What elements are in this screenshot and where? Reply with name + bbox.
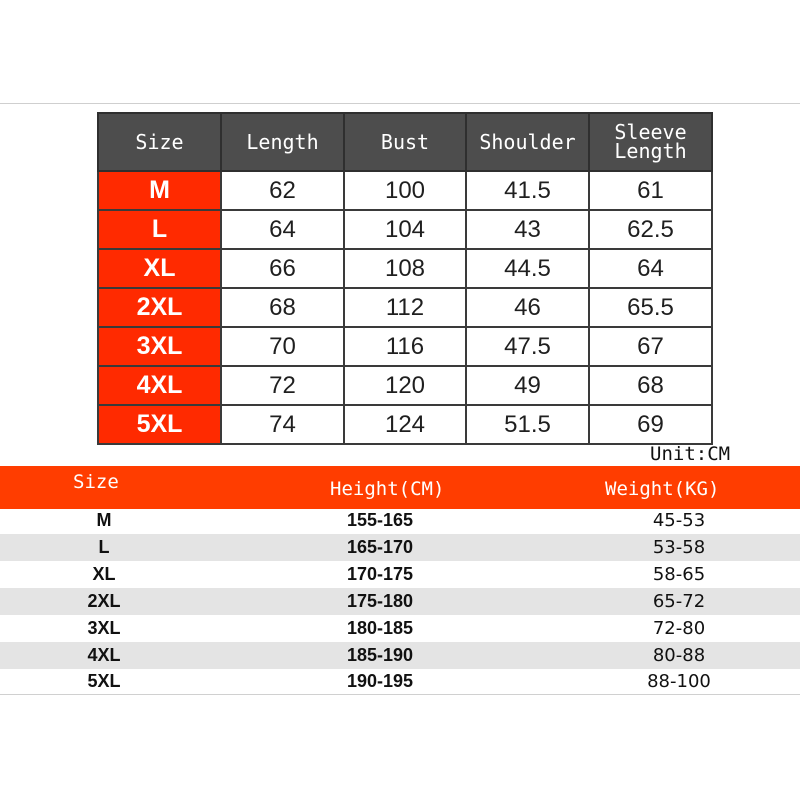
list-item [0, 561, 800, 588]
sleeve-cell: 68 [589, 366, 712, 405]
bust-cell: 120 [344, 366, 466, 405]
table-row [98, 210, 712, 249]
length-cell: 62 [221, 171, 344, 210]
bust-cell: 100 [344, 171, 466, 210]
size-cell: 3XL [98, 327, 221, 366]
list-item [0, 507, 800, 534]
rec-weight: 53-58 [652, 537, 706, 558]
rec-height: 180-185 [346, 618, 414, 638]
header-size: Size [98, 113, 221, 171]
rec-height: 190-195 [346, 671, 414, 691]
unit-note: Unit:CM [650, 443, 731, 465]
rec-size: 3XL [87, 618, 121, 638]
size-cell: L [98, 210, 221, 249]
recommendation-header [0, 466, 800, 509]
rec-header-size: Size [73, 471, 119, 493]
rec-weight: 45-53 [652, 510, 706, 531]
size-cell: 2XL [98, 288, 221, 327]
bust-cell: 124 [344, 405, 466, 444]
length-cell: 66 [221, 249, 344, 288]
measurement-table [97, 112, 713, 445]
rec-size: L [98, 537, 110, 557]
size-cell: 4XL [98, 366, 221, 405]
header-shoulder: Shoulder [466, 113, 589, 171]
sleeve-cell: 64 [589, 249, 712, 288]
rec-size: 5XL [87, 671, 121, 691]
rec-size: M [96, 510, 112, 530]
sleeve-cell: 61 [589, 171, 712, 210]
table-row [98, 327, 712, 366]
rec-header-height: Height(CM) [330, 478, 445, 500]
length-cell: 64 [221, 210, 344, 249]
rec-weight: 80-88 [652, 645, 706, 666]
shoulder-cell: 49 [466, 366, 589, 405]
rec-height: 155-165 [346, 510, 414, 530]
shoulder-cell: 46 [466, 288, 589, 327]
table-row [98, 288, 712, 327]
size-cell: XL [98, 249, 221, 288]
rec-height: 185-190 [346, 645, 414, 665]
table-row [98, 405, 712, 444]
bust-cell: 116 [344, 327, 466, 366]
bottom-divider [0, 694, 800, 695]
rec-height: 165-170 [346, 537, 414, 557]
rec-height: 175-180 [346, 591, 414, 611]
rec-size: 2XL [87, 591, 121, 611]
measurement-header-row [98, 113, 712, 171]
size-cell: M [98, 171, 221, 210]
rec-weight: 88-100 [647, 671, 711, 692]
header-length: Length [221, 113, 344, 171]
header-sleeve-length: Sleeve Length [589, 113, 712, 171]
list-item [0, 642, 800, 669]
list-item [0, 615, 800, 642]
rec-weight: 72-80 [652, 618, 706, 639]
bust-cell: 104 [344, 210, 466, 249]
length-cell: 74 [221, 405, 344, 444]
table-row [98, 171, 712, 210]
bust-cell: 112 [344, 288, 466, 327]
list-item [0, 588, 800, 615]
length-cell: 70 [221, 327, 344, 366]
rec-header-weight: Weight(KG) [605, 478, 720, 500]
shoulder-cell: 47.5 [466, 327, 589, 366]
rec-height: 170-175 [346, 564, 414, 584]
list-item [0, 534, 800, 561]
shoulder-cell: 44.5 [466, 249, 589, 288]
list-item [0, 668, 800, 695]
sleeve-cell: 65.5 [589, 288, 712, 327]
rec-size: 4XL [87, 645, 121, 665]
sleeve-cell: 62.5 [589, 210, 712, 249]
sleeve-cell: 67 [589, 327, 712, 366]
top-divider [0, 103, 800, 104]
rec-weight: 65-72 [652, 591, 706, 612]
shoulder-cell: 43 [466, 210, 589, 249]
bust-cell: 108 [344, 249, 466, 288]
length-cell: 72 [221, 366, 344, 405]
shoulder-cell: 41.5 [466, 171, 589, 210]
sleeve-cell: 69 [589, 405, 712, 444]
table-row [98, 249, 712, 288]
size-cell: 5XL [98, 405, 221, 444]
rec-weight: 58-65 [652, 564, 706, 585]
header-bust: Bust [344, 113, 466, 171]
length-cell: 68 [221, 288, 344, 327]
rec-size: XL [92, 564, 116, 584]
shoulder-cell: 51.5 [466, 405, 589, 444]
table-row [98, 366, 712, 405]
